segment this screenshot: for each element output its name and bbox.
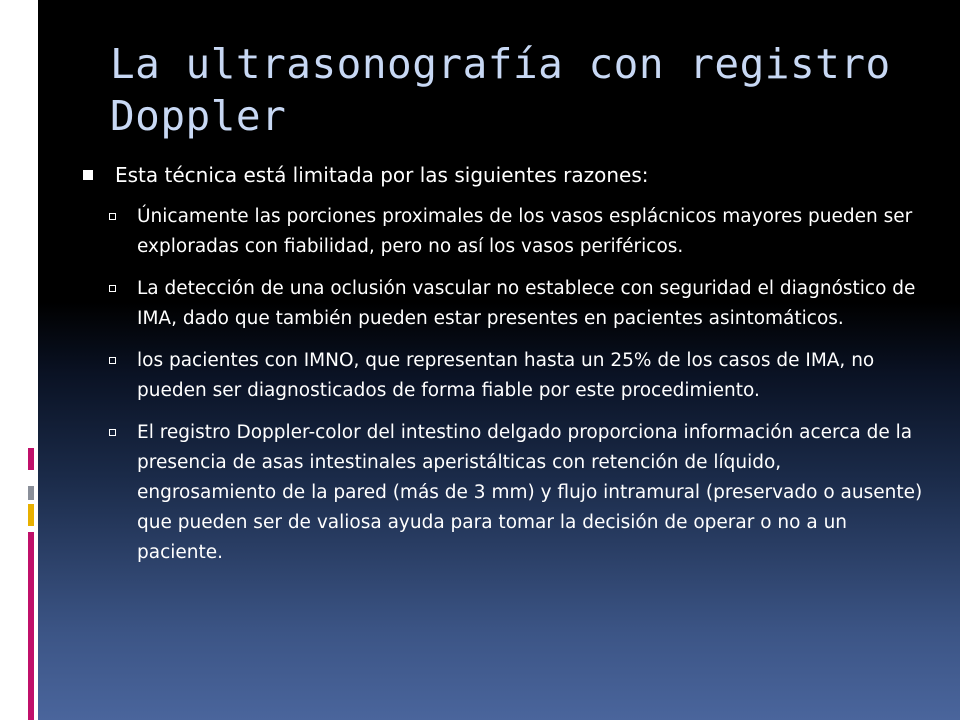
- hollow-square-bullet-icon: [109, 357, 116, 364]
- hollow-square-bullet-icon: [109, 285, 116, 292]
- deco-bar-magenta-2: [28, 532, 34, 720]
- deco-bar-magenta-1: [28, 448, 34, 470]
- bullet-text: La detección de una oclusión vascular no establece con seguridad el diagnóstico de IMA, dado que también pueden estar presentes en pacientes asintomáticos.: [137, 278, 916, 329]
- bullet-level2: [83, 202, 923, 262]
- slide-title: La ultrasonografía con registro Doppler: [110, 40, 891, 140]
- hollow-square-bullet-icon: [109, 213, 116, 220]
- bullet-level2: [83, 346, 923, 406]
- bullet-level1: [83, 160, 923, 190]
- bullet-text: Esta técnica está limitada por las siguientes razones:: [115, 163, 649, 187]
- bullet-level2: [83, 274, 923, 334]
- deco-bar-gray: [28, 486, 34, 500]
- bullet-text: El registro Doppler-color del intestino delgado proporciona información acerca de la presencia de asas intestinales aperistálticas con retención de líquido, engrosamiento de la pared (más de 3 mm) y flujo intramural (preservado o ausente) que pueden ser de valiosa ayuda para tomar la decisión de operar o no a un paciente.: [137, 422, 923, 563]
- decorative-side-bars: [0, 0, 38, 720]
- square-bullet-icon: [83, 170, 93, 180]
- hollow-square-bullet-icon: [109, 429, 116, 436]
- deco-bar-yellow: [28, 504, 34, 526]
- bullet-level2: [83, 418, 923, 568]
- bullet-text: los pacientes con IMNO, que representan hasta un 25% de los casos de IMA, no pueden ser diagnosticados de forma fiable por este procedimiento.: [137, 350, 875, 401]
- bullet-text: Únicamente las porciones proximales de los vasos esplácnicos mayores pueden ser exploradas con fiabilidad, pero no así los vasos periféricos.: [137, 206, 913, 257]
- bullet-list: [83, 160, 923, 580]
